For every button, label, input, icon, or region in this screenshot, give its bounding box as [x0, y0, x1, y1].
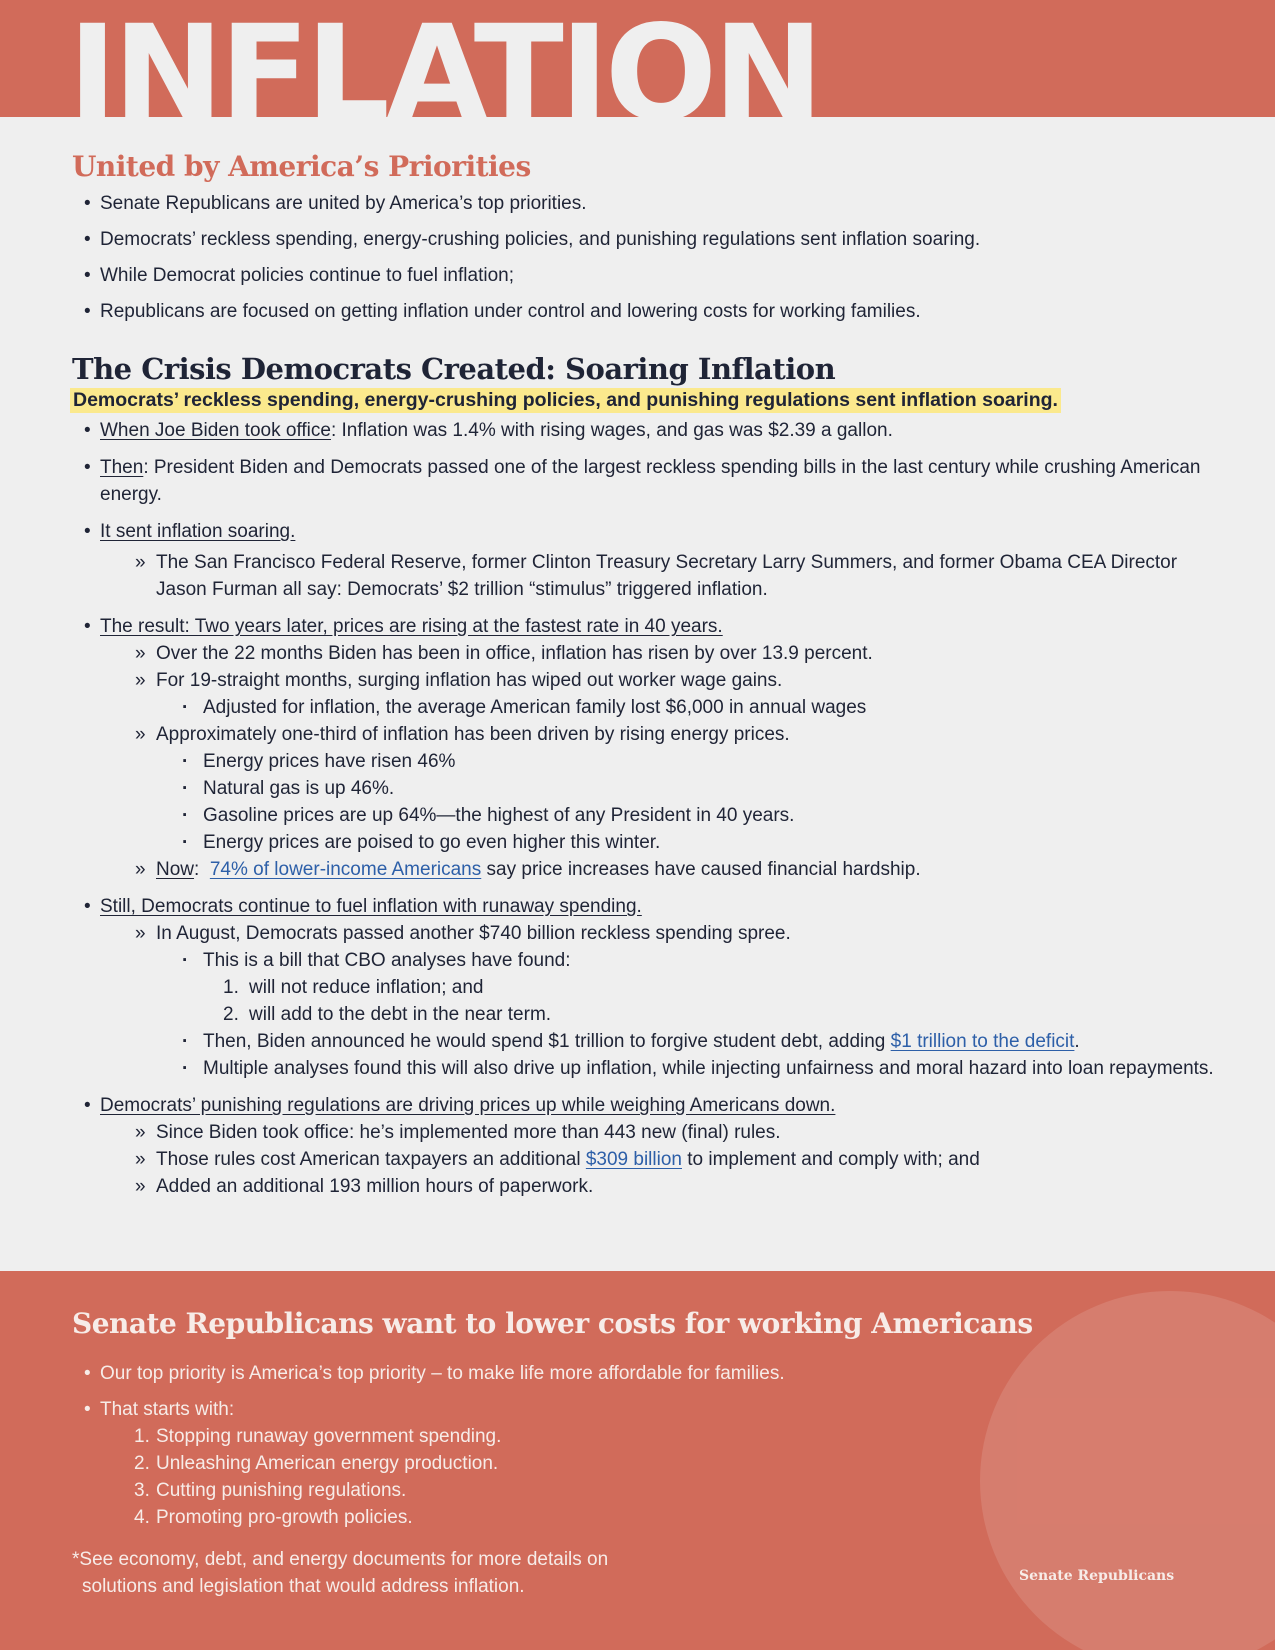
took-office-text: : Inflation was 1.4% with rising wages, and gas was $2.39 a gallon. [330, 420, 893, 441]
sub2-item: · Natural gas is up 46%. [156, 775, 1222, 802]
result-label: The result: Two years later, prices are rising at the fastest rate in 40 years. [100, 616, 723, 637]
list-item: • While Democrat policies continue to fuel inflation; [72, 262, 1222, 289]
sub2-item: · Adjusted for inflation, the average American family lost $6,000 in annual wages [156, 694, 1222, 721]
soaring-label: It sent inflation soaring. [100, 521, 296, 542]
forgive-text: Then, Biden announced he would spend $1 trillion to forgive student debt, adding [203, 1031, 891, 1052]
regs-cost-text: Those rules cost American taxpayers an additional [156, 1149, 586, 1170]
numbered-item: 1. will not reduce inflation; and [223, 977, 484, 998]
now-label: Now [156, 859, 195, 880]
then-label: Then [100, 457, 144, 478]
sub2-item [156, 947, 1222, 1028]
regs-label: Democrats’ punishing regulations are driving prices up while weighing Americans down. [100, 1095, 836, 1116]
list-item: • Democrats’ reckless spending, energy-crushing policies, and punishing regulations sent inflation soaring. [72, 226, 1222, 253]
priorities-list [72, 190, 1222, 325]
list-item [72, 1092, 1222, 1200]
sub2-item: · Energy prices have risen 46% [156, 748, 1222, 775]
footer-band [0, 1271, 1275, 1650]
deficit-link[interactable]: $1 trillion to the deficit [890, 1031, 1075, 1052]
numbered-item: 1. Stopping runaway government spending. [134, 1426, 502, 1447]
numbered-item-text: will not reduce inflation; and [249, 977, 484, 998]
crisis-heading: The Crisis Democrats Created: Soaring Inflation [72, 352, 836, 386]
footnote-line: *See economy, debt, and energy documents for more details on [72, 1549, 609, 1570]
brand-logo: Senate Republicans [1019, 1568, 1175, 1584]
sub-item [100, 667, 1222, 721]
sub2-item [156, 1028, 1222, 1055]
list-item [72, 454, 1222, 508]
cost-link[interactable]: $309 billion [585, 1149, 682, 1170]
sub-item-text: Approximately one-third of inflation has been driven by rising energy prices. [156, 724, 790, 745]
highlight-banner: Democrats’ reckless spending, energy-crushing policies, and punishing regulations sent inflation soaring. [70, 388, 1061, 413]
sub2-item: · Multiple analyses found this will also drive up inflation, while injecting unfairness and moral hazard into loan repayments. [156, 1055, 1222, 1082]
regs-cost-end: to implement and comply with; and [681, 1149, 980, 1170]
sub-item: » Added an additional 193 million hours of paperwork. [100, 1173, 1222, 1200]
list-item [72, 417, 1222, 444]
page-title: INFLATION [68, 8, 820, 148]
footnote [72, 1546, 772, 1600]
then-text: : President Biden and Democrats passed one of the largest reckless spending bills in the last century while crushing American energy. [100, 457, 1201, 505]
cbo-text: This is a bill that CBO analyses have found: [203, 950, 571, 971]
sub-item [100, 1146, 1222, 1173]
numbered-item: 2. will add to the debt in the near term. [223, 1004, 552, 1025]
sub2-item: · Gasoline prices are up 64%—the highest of any President in 40 years. [156, 802, 1222, 829]
now-text: say price increases have caused financial hardship. [481, 859, 921, 880]
numbered-item: 4. Promoting pro-growth policies. [134, 1507, 413, 1528]
numbered-item-text: Cutting punishing regulations. [156, 1480, 407, 1501]
list-item [72, 1396, 972, 1423]
footer-list [72, 1351, 972, 1531]
sub-item [100, 721, 1222, 856]
lower-income-link[interactable]: 74% of lower-income Americans [209, 859, 482, 880]
sub-item: » Now: 74% of lower-income Americans say price increases have caused financial hardship. [100, 856, 1222, 883]
steps-list [72, 1423, 972, 1531]
sub-item: » Since Biden took office: he’s implemented more than 443 new (final) rules. [100, 1119, 1222, 1146]
sub-item [100, 920, 1222, 1082]
list-item: • Republicans are focused on getting inflation under control and lowering costs for working families. [72, 298, 1222, 325]
list-item [72, 893, 1222, 1082]
sub-item: » The San Francisco Federal Reserve, former Clinton Treasury Secretary Larry Summers, and former Obama CEA Director Jason Furman all say: Democrats’ $2 trillion “stimulus” triggered inflation. [100, 549, 1222, 603]
forgive-end: . [1074, 1031, 1080, 1052]
list-item [72, 518, 1222, 603]
numbered-item: 2. Unleashing American energy production. [134, 1453, 499, 1474]
list-item: • Senate Republicans are united by America’s top priorities. [72, 190, 1222, 217]
priorities-section [72, 150, 1222, 325]
eagle-watermark [980, 1291, 1275, 1650]
numbered-item-text: Unleashing American energy production. [156, 1453, 499, 1474]
sub-item-text: In August, Democrats passed another $740 billion reckless spending spree. [156, 923, 791, 944]
footnote-line: solutions and legislation that would address inflation. [82, 1576, 525, 1597]
crisis-list [72, 417, 1222, 1200]
list-item-text: That starts with: [100, 1399, 235, 1420]
numbered-item-text: Stopping runaway government spending. [156, 1426, 502, 1447]
sub2-item: · Energy prices are poised to go even higher this winter. [156, 829, 1222, 856]
numbered-item: 3. Cutting punishing regulations. [134, 1480, 407, 1501]
list-item: • Our top priority is America’s top priority – to make life more affordable for families. [72, 1360, 972, 1387]
took-office-label: When Joe Biden took office [100, 420, 331, 441]
numbered-item-text: will add to the debt in the near term. [249, 1004, 552, 1025]
list-item [72, 613, 1222, 883]
still-label: Still, Democrats continue to fuel inflation with runaway spending. [100, 896, 642, 917]
crisis-section [72, 352, 1222, 1200]
sub-item-text: For 19-straight months, surging inflation has wiped out worker wage gains. [156, 670, 783, 691]
priorities-heading: United by America’s Priorities [72, 150, 531, 183]
numbered-item-text: Promoting pro-growth policies. [156, 1507, 413, 1528]
sub-item: » Over the 22 months Biden has been in office, inflation has risen by over 13.9 percent. [100, 640, 1222, 667]
footer-heading: Senate Republicans want to lower costs for working Americans [72, 1307, 1033, 1340]
